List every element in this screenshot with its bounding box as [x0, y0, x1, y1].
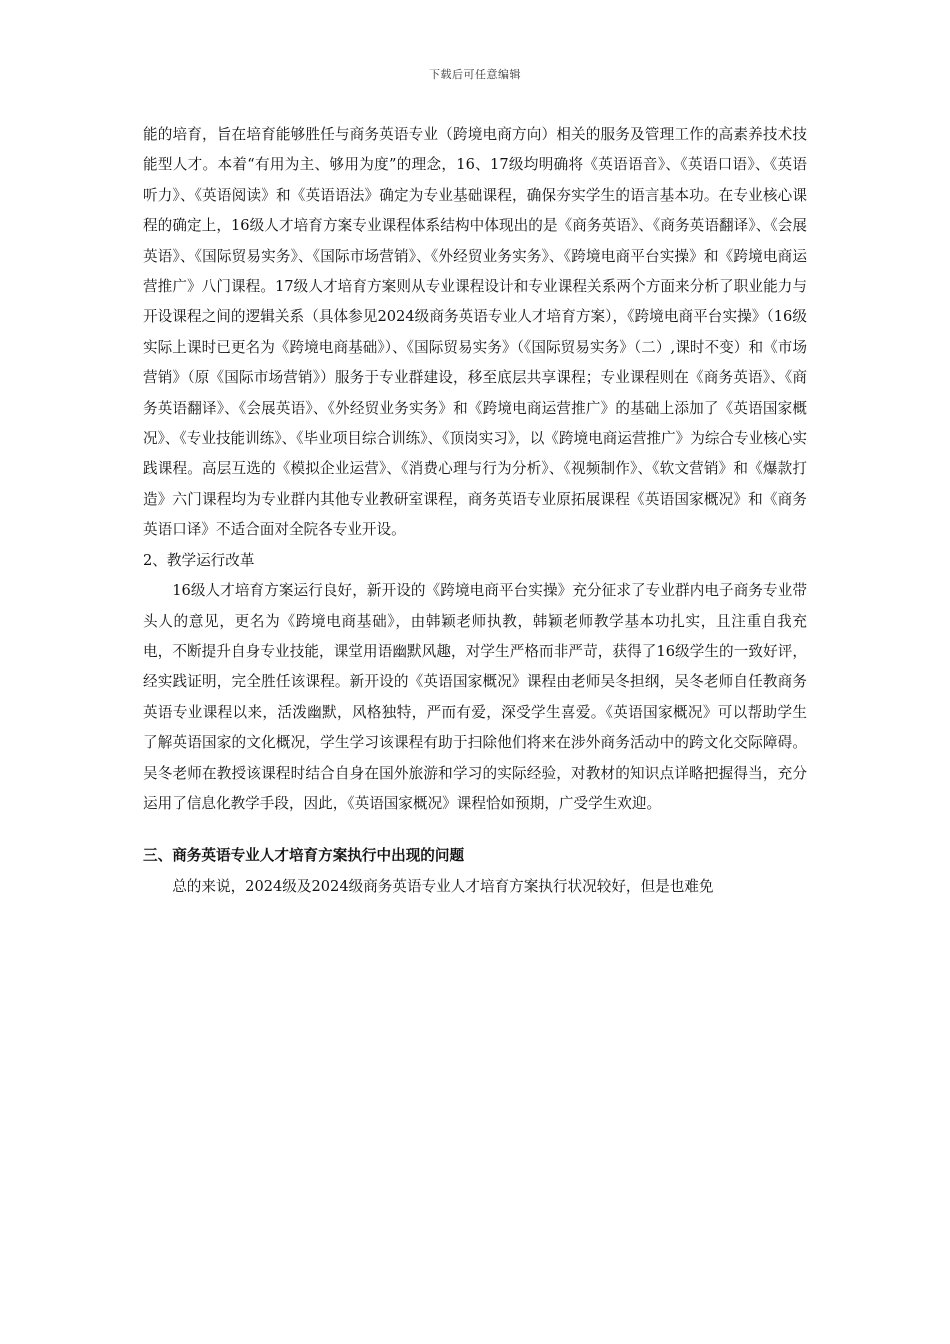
paragraph-summary: 总的来说，2024级及2024级商务英语专业人才培育方案执行状况较好，但是也难免: [172, 877, 714, 895]
section-title-problems: 三、商务英语专业人才培育方案执行中出现的问题: [143, 847, 465, 865]
document-body: [143, 120, 807, 902]
paragraph-curriculum-structure: 能的培育，旨在培育能够胜任与商务英语专业（跨境电商方向）相关的服务及管理工作的高素养技术技能型人才。本着“有用为主、够用为度”的理念，16、17级均明确将《英语语音》、《英语口语》、《英语听力》、《英语阅读》和《英语语法》确定为专业基础课程，确保夯实学生的语言基本功。在专业核心课程的确定上，16级人才培育方案专业课程体系结构中体现出的是《商务英语》、《商务英语翻译》、《会展英语》、《国际贸易实务》、《国际市场营销》、《外经贸业务实务》、《跨境电商平台实操》和《跨境电商运营推广》八门课程。17级人才培育方案则从专业课程设计和专业课程关系两个方面来分析了职业能力与开设课程之间的逻辑关系（具体参见2024级商务英语专业人才培育方案），《跨境电商平台实操》（16级实际上课时已更名为《跨境电商基础》）、《国际贸易实务》（《国际贸易实务》（二）,课时不变）和《市场营销》（原《国际市场营销》）服务于专业群建设，移至底层共享课程；专业课程则在《商务英语》、《商务英语翻译》、《会展英语》、《外经贸业务实务》和《跨境电商运营推广》的基础上添加了《英语国家概况》、《专业技能训练》、《毕业项目综合训练》、《顶岗实习》，以《跨境电商运营推广》为综合专业核心实践课程。高层互选的《模拟企业运营》、《消费心理与行为分析》、《视频制作》、《软文营销》和《爆款打造》六门课程均为专业群内其他专业教研室课程，商务英语专业原拓展课程《英语国家概况》和《商务英语口译》不适合面对全院各专业开设。: [143, 126, 807, 539]
page-header-note: 下载后可任意编辑: [429, 68, 521, 81]
paragraph-teaching-operation: 16级人才培育方案运行良好，新开设的《跨境电商平台实操》充分征求了专业群内电子商务专业带头人的意见，更名为《跨境电商基础》，由韩颖老师执教，韩颖老师教学基本功扎实，且注重自我充电，不断提升自身专业技能，课堂用语幽默风趣，对学生严格而非严苛，获得了16级学生的一致好评，经实践证明，完全胜任该课程。新开设的《英语国家概况》课程由老师吴冬担纲，吴冬老师自任教商务英语专业课程以来，活泼幽默，风格独特，严而有爱，深受学生喜爱。《英语国家概况》可以帮助学生了解英语国家的文化概况，学生学习该课程有助于扫除他们将来在涉外商务活动中的跨文化交际障碍。吴冬老师在教授该课程时结合自身在国外旅游和学习的实际经验，对教材的知识点详略把握得当，充分运用了信息化教学手段，因此，《英语国家概况》课程恰如预期，广受学生欢迎。: [143, 582, 807, 812]
subheading-teaching-reform: 2、教学运行改革: [143, 551, 255, 569]
